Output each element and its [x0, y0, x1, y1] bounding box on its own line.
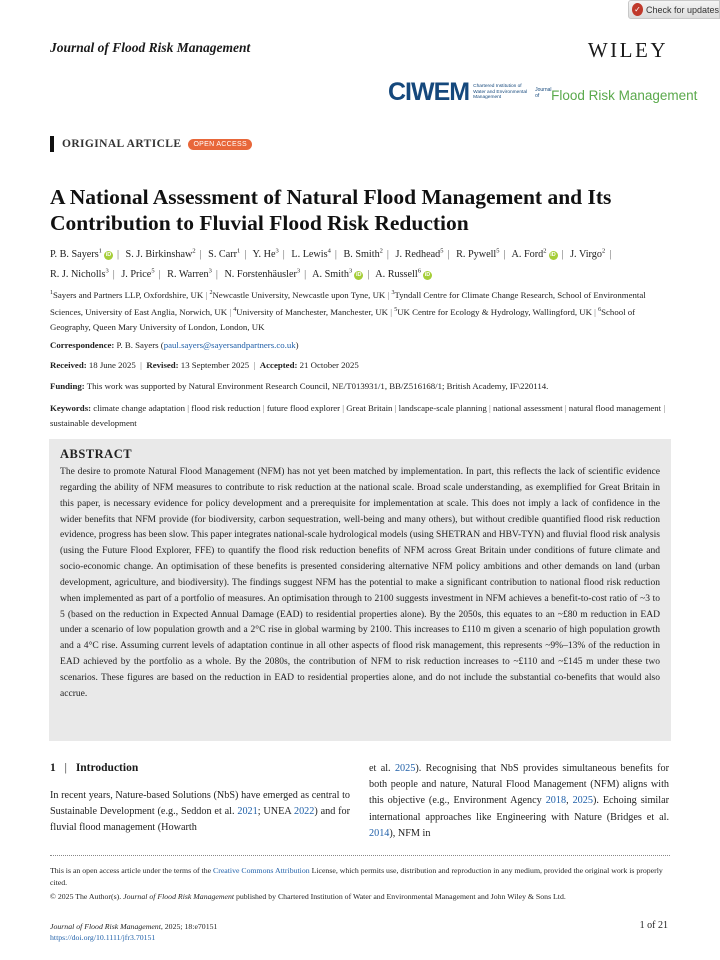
affiliation-separator: |	[227, 306, 234, 317]
author-name[interactable]	[312, 269, 363, 280]
author-name-text: Y. He	[252, 249, 276, 261]
intro-left-column	[50, 788, 350, 837]
author-name[interactable]	[167, 269, 212, 280]
license-text: This is an open access article under the terms of the	[50, 866, 214, 875]
footer-citation	[50, 921, 217, 943]
article-type	[50, 136, 252, 152]
author-affiliation-sup: 6	[417, 267, 421, 275]
affiliation-separator: |	[388, 306, 395, 317]
journal-name-header: Journal of Flood Risk Management	[50, 40, 251, 55]
author-name[interactable]	[50, 249, 113, 260]
orcid-icon[interactable]: iD	[550, 252, 556, 259]
author-affiliation-sup: 3	[275, 248, 279, 255]
keyword: sustainable development	[50, 417, 137, 428]
orcid-icon[interactable]: iD	[355, 271, 362, 278]
affiliations	[50, 286, 672, 335]
accepted-label: Accepted:	[259, 360, 298, 370]
author-separator: |	[112, 268, 115, 280]
author-name[interactable]	[343, 249, 382, 260]
article-dates: Received: 18 June 2025 | Revised: 13 September 2025 | Accepted: 21 October 2025	[50, 360, 359, 370]
keyword: flood risk reduction	[191, 403, 261, 413]
section-pipe: |	[64, 762, 67, 774]
abstract-heading: ABSTRACT	[60, 447, 133, 461]
cc-license-link[interactable]: Creative Commons Attribution	[213, 866, 310, 875]
correspondence-email-link[interactable]: paul.sayers@sayersandpartners.co.uk	[163, 340, 296, 350]
copyright-journal: Journal of Flood Risk Management	[123, 892, 235, 901]
author-separator: |	[447, 249, 450, 261]
author-separator: |	[334, 249, 337, 261]
accepted-date: 21 October 2025	[299, 360, 359, 370]
citation-link[interactable]: 2014	[369, 827, 390, 839]
license-notice	[50, 865, 672, 888]
abstract-box	[49, 439, 671, 741]
author-name-text: A. Smith	[312, 268, 349, 280]
section-heading-introduction	[50, 762, 138, 774]
keyword-separator: |	[392, 403, 399, 413]
author-separator: |	[386, 249, 389, 261]
author-name-text: R. Pywell	[456, 249, 497, 261]
open-access-badge: OPEN ACCESS	[188, 139, 251, 150]
keyword: landscape-scale planning	[398, 403, 487, 413]
received-label: Received:	[50, 360, 87, 370]
ciwem-mark: CIWEM	[388, 78, 470, 106]
ciwem-flood-risk: Flood Risk Management	[551, 88, 698, 103]
funding-label: Funding:	[50, 381, 85, 391]
author-separator: |	[199, 249, 202, 261]
author-name[interactable]	[121, 269, 154, 280]
author-name-text: R. J. Nicholls	[50, 268, 106, 280]
affiliation-number: 6	[598, 306, 602, 313]
funding	[50, 380, 672, 393]
keyword-separator: |	[562, 403, 569, 413]
author-name-text: S. J. Birkinshaw	[125, 249, 193, 261]
intro-text: In recent years, Nature-based Solutions (NbS) have emerged as central to Sustainable Development (e.g., Seddon et al.	[50, 790, 350, 818]
check-for-updates-button[interactable]	[628, 0, 720, 19]
author-name[interactable]	[126, 249, 196, 260]
revised-date: 13 September 2025	[180, 360, 250, 370]
affiliation-text: Tyndall Centre for Climate Change Research, School of Environmental Sciences, University of East Anglia, Norwich, UK	[50, 289, 646, 317]
author-separator: |	[158, 268, 161, 280]
author-name-text: J. Redhead	[395, 249, 441, 261]
author-name-text: B. Smith	[343, 249, 380, 261]
affiliation-separator: |	[385, 289, 392, 300]
correspondence-name: P. B. Sayers (	[116, 340, 164, 350]
section-number: 1	[50, 762, 56, 774]
article-type-label: ORIGINAL ARTICLE	[62, 138, 182, 150]
author-affiliation-sup: 5	[440, 248, 444, 255]
author-name[interactable]	[224, 269, 300, 280]
author-affiliation-sup: 1	[237, 248, 241, 255]
correspondence-label: Correspondence:	[50, 340, 115, 350]
author-affiliation-sup: 2	[192, 248, 196, 255]
author-name-text: A. Ford	[511, 249, 544, 261]
footer-volume: , 2025; 18:e70151	[160, 922, 218, 931]
affiliation-separator: |	[591, 306, 599, 317]
author-name[interactable]	[456, 249, 499, 260]
author-name[interactable]	[253, 249, 279, 260]
citation-link[interactable]: 2022	[293, 806, 315, 818]
section-title: Introduction	[75, 762, 139, 774]
author-separator: |	[561, 249, 564, 261]
citation-link[interactable]: 2025	[394, 763, 416, 774]
affiliation-number: 4	[233, 306, 237, 313]
author-affiliation-sup: 2	[543, 248, 547, 255]
citation-link[interactable]: 2025	[572, 795, 593, 807]
affiliation-text: Newcastle University, Newcastle upon Tyne, UK	[212, 289, 386, 300]
author-affiliation-sup: 3	[296, 267, 301, 275]
keyword: national assessment	[492, 403, 563, 413]
intro-text: ), NFM in	[389, 827, 431, 839]
copyright-text: © 2025 The Author(s).	[50, 892, 124, 901]
author-affiliation-sup: 5	[496, 248, 500, 255]
ciwem-subtitle: Chartered Institution of Water and Environmental Management	[473, 84, 528, 101]
author-separator: |	[609, 249, 612, 261]
footer-divider	[50, 855, 670, 856]
author-affiliation-sup: 3	[348, 267, 353, 275]
intro-text: ) and for fluvial flood management (Howarth	[50, 806, 351, 834]
author-name-text: A. Russell	[375, 268, 418, 280]
check-updates-label: Check for updates	[645, 4, 719, 15]
check-updates-icon: ✓	[632, 3, 643, 16]
author-separator: |	[282, 249, 285, 261]
intro-text: ). Recognising that NbS provides simultaneous benefits for both people and nature, Natural Flood Management (NFM) aligns with this objective (e.g., Environment Agency	[369, 763, 669, 807]
article-type-bar	[50, 136, 54, 152]
author-name-text: L. Lewis	[291, 249, 328, 261]
keyword-separator: |	[486, 403, 493, 413]
affiliation-separator: |	[203, 289, 210, 300]
affiliation-number: 5	[394, 306, 398, 313]
footer-journal: Journal of Flood Risk Management	[50, 922, 161, 931]
wiley-logo: WILEY	[587, 38, 668, 62]
author-name-text: S. Carr	[208, 249, 238, 261]
received-date: 18 June 2025	[88, 360, 136, 370]
article-title: A National Assessment of Natural Flood Management and Its Contribution to Fluvial Flood Risk Reduction	[50, 185, 612, 235]
keyword-separator: |	[185, 403, 192, 413]
keyword: climate change adaptation	[93, 403, 186, 413]
keyword: natural flood management	[568, 403, 662, 413]
author-name-text: P. B. Sayers	[50, 249, 99, 261]
orcid-icon[interactable]: iD	[424, 271, 431, 278]
author-name[interactable]	[50, 269, 109, 280]
affiliation-number: 2	[209, 290, 213, 296]
affiliation-number: 1	[50, 290, 53, 296]
author-separator: |	[215, 268, 218, 280]
intro-text: ; UNEA	[257, 806, 294, 818]
author-name[interactable]	[208, 249, 240, 260]
author-name[interactable]	[570, 249, 605, 260]
author-affiliation-sup: 3	[208, 267, 212, 275]
keyword-separator: |	[661, 403, 666, 413]
intro-text: ). Echoing similar international approaches like Engineering with Nature (Bridges et al.	[369, 795, 669, 823]
citation-link[interactable]: 2018	[545, 795, 567, 807]
intro-text: et al.	[369, 763, 395, 774]
author-affiliation-sup: 2	[379, 248, 383, 255]
citation-link[interactable]: 2021	[237, 806, 258, 818]
keyword-separator: |	[340, 403, 347, 413]
author-separator: |	[244, 249, 247, 261]
orcid-icon[interactable]: iD	[105, 252, 112, 259]
author-separator: |	[367, 268, 370, 280]
revised-label: Revised:	[146, 360, 179, 370]
affiliation-text: UK Centre for Ecology & Hydrology, Wallingford, UK	[397, 306, 592, 317]
author-name-text: J. Price	[121, 268, 152, 280]
author-name-text: R. Warren	[167, 268, 209, 280]
correspondence	[50, 339, 672, 352]
copyright-text: published by Chartered Institution of Water and Environmental Management and John Wiley & Sons Ltd.	[234, 892, 566, 901]
author-affiliation-sup: 1	[98, 248, 102, 255]
ciwem-journal-of: Journal of	[535, 86, 552, 99]
author-affiliation-sup: 4	[327, 248, 331, 255]
author-separator: |	[116, 249, 119, 261]
ciwem-logo	[388, 80, 697, 105]
page-number: 1 of 21	[639, 920, 668, 931]
author-name[interactable]	[396, 249, 444, 260]
copyright-notice	[50, 892, 672, 901]
affiliation-text: School of Geography, Queen Mary University of London, London, UK	[50, 306, 636, 332]
affiliation-text: University of Manchester, Manchester, UK	[236, 306, 389, 317]
keyword: future flood explorer	[266, 403, 341, 413]
keyword-separator: |	[260, 403, 267, 413]
author-name-text: J. Virgo	[570, 249, 602, 261]
intro-text: ,	[566, 795, 573, 807]
author-name[interactable]	[291, 249, 330, 260]
doi-link[interactable]: https://doi.org/10.1111/jfr3.70151	[50, 933, 156, 942]
author-affiliation-sup: 5	[151, 267, 155, 275]
abstract-text: The desire to promote Natural Flood Management (NFM) has not yet been matched by implementation. In part, this reflects the lack of scientific evidence regarding the ability of NFM measures to contribute to risk reduction at the national scale. Broad scale understanding, as exemplified for Great Britain in this paper, is necessary evidence for policy development and a prerequisite for implementation at scale. This does not imply a lack of confidence in the wider benefits that NFM provide (for biodiversity, carbon sequestration, well-being and many others), but without credible quantified flood risk reduction evidence, progress has been slow. This paper integrates national-scale hydrological models (using SHETRAN and HBV-TYN) and fluvial flood risk analysis (using the Future Flood Explorer, FFE) to quantify the flood risk reduction benefits of NFM across Great Britain under conditions of future climate and socio-economic change. An optimisation of these benefits is presented considering alternative NFM policy ambitions and other demands on land (urban development, agriculture, and biodiversity). The findings suggest NFM has the potential to make a significant contribution to national flood risk reduction when implemented as part of a portfolio of measures. An optimisation through to 2100 suggests investment in NFM achieves a benefit-to-cost ratio of ~3 to 5 (based on the reduction in Expected Annual Damage (EAD) to residential properties alone). By the 2050s, this equates to an ~£80 m reduction in EAD under a scenario of low population growth and a 2°C rise in global warming by 2100. This increases to £110 m given a scenario of high population growth and a 4°C rise. Assuming current levels of adaptation continue in all other aspects of flood risk management, this represents ~9%–13% of the reduction in EAD achieved by the portfolio as a whole. By the 2080s, the contribution of NFM to risk reduction increases to ~£110 and ~£145 m under these two scenarios. These figures are based on the reduction in EAD to residential properties alone, and do not include the substantial co-benefits that would also accrue.	[60, 466, 660, 699]
intro-right-column	[369, 761, 669, 842]
author-affiliation-sup: 3	[105, 267, 109, 275]
author-name-text: N. Forstenhäusler	[224, 268, 297, 280]
keyword: Great Britain	[346, 403, 393, 413]
author-affiliation-sup: 2	[601, 248, 606, 255]
license-text: License, which permits use, distribution and reproduction in any medium, provided the original work is properly cited.	[50, 866, 663, 887]
affiliation-text: Sayers and Partners LLP, Oxfordshire, UK	[53, 289, 204, 300]
author-name[interactable]	[512, 249, 558, 260]
author-name[interactable]	[375, 269, 432, 280]
keywords-label: Keywords:	[50, 403, 92, 413]
author-list	[50, 244, 674, 283]
funding-text: This work was supported by Natural Environment Research Council, NE/T013931/1, BB/Z516168/1; British Academy, IF\220114.	[86, 381, 549, 391]
author-separator: |	[304, 268, 307, 280]
author-separator: |	[503, 249, 506, 261]
affiliation-number: 3	[391, 290, 395, 296]
correspondence-close: )	[295, 340, 299, 350]
keywords	[50, 401, 672, 430]
